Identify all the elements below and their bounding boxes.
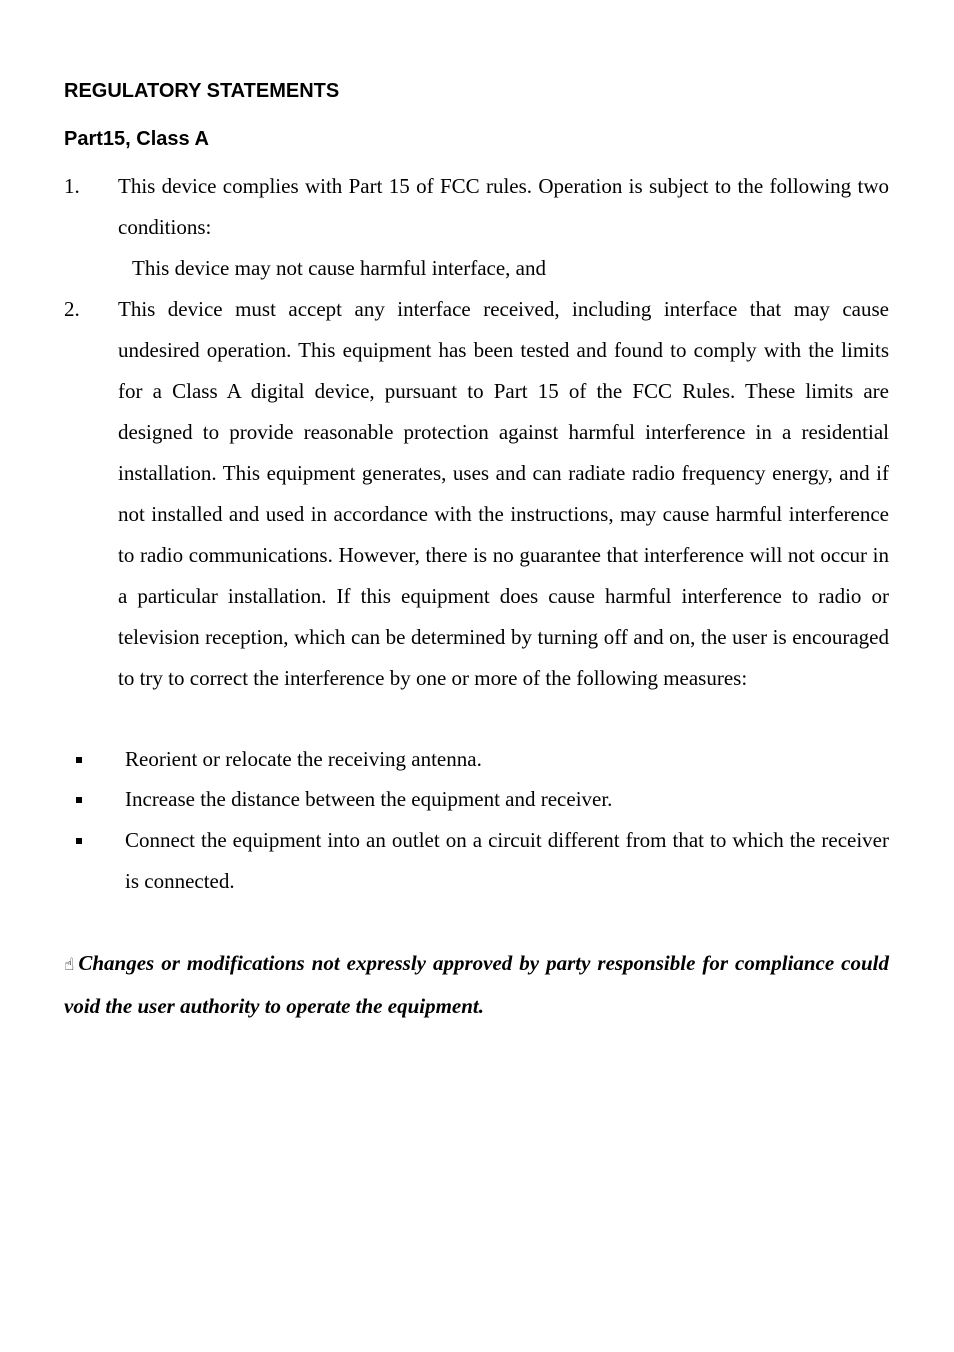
compliance-note [64, 943, 889, 1027]
note-text: Changes or modifications not expressly approved by party responsible for compliance could void the user authority to operate the equipment. [64, 951, 889, 1018]
bullet-text: Connect the equipment into an outlet on a circuit different from that to which the receiver is connected. [125, 828, 889, 893]
item-text: This device complies with Part 15 of FCC rules. Operation is subject to the following two conditions: [118, 174, 889, 239]
bullet-text: Increase the distance between the equipment and receiver. [125, 787, 613, 811]
section-subtitle: Part15, Class A [64, 128, 209, 150]
item-number: 2. [64, 297, 80, 321]
bullet-icon [76, 838, 82, 844]
item-text: This device must accept any interface received, including interface that may cause undesired operation. This equipment has been tested and found to comply with the limits for a Class A digital device, pursuant to Part 15 of the FCC Rules. These limits are designed to provide reasonable protection against harmful interference in a residential installation. This equipment generates, uses and can radiate radio frequency energy, and if not installed and used in accordance with the instructions, may cause harmful interference to radio communications. However, there is no guarantee that interference will not occur in a particular installation. If this equipment does cause harmful interference to radio or television reception, which can be determined by turning off and on, the user is encouraged to try to correct the interference by one or more of the following measures: [118, 297, 889, 690]
bullet-icon [76, 797, 82, 803]
item-number: 1. [64, 174, 80, 198]
bullet-text: Reorient or relocate the receiving antenna. [125, 747, 482, 771]
item-subline: This device may not cause harmful interface, and [132, 256, 546, 280]
page-title: REGULATORY STATEMENTS [64, 80, 340, 102]
bullet-icon [76, 757, 82, 763]
pointing-hand-icon: ☝ [64, 955, 75, 975]
